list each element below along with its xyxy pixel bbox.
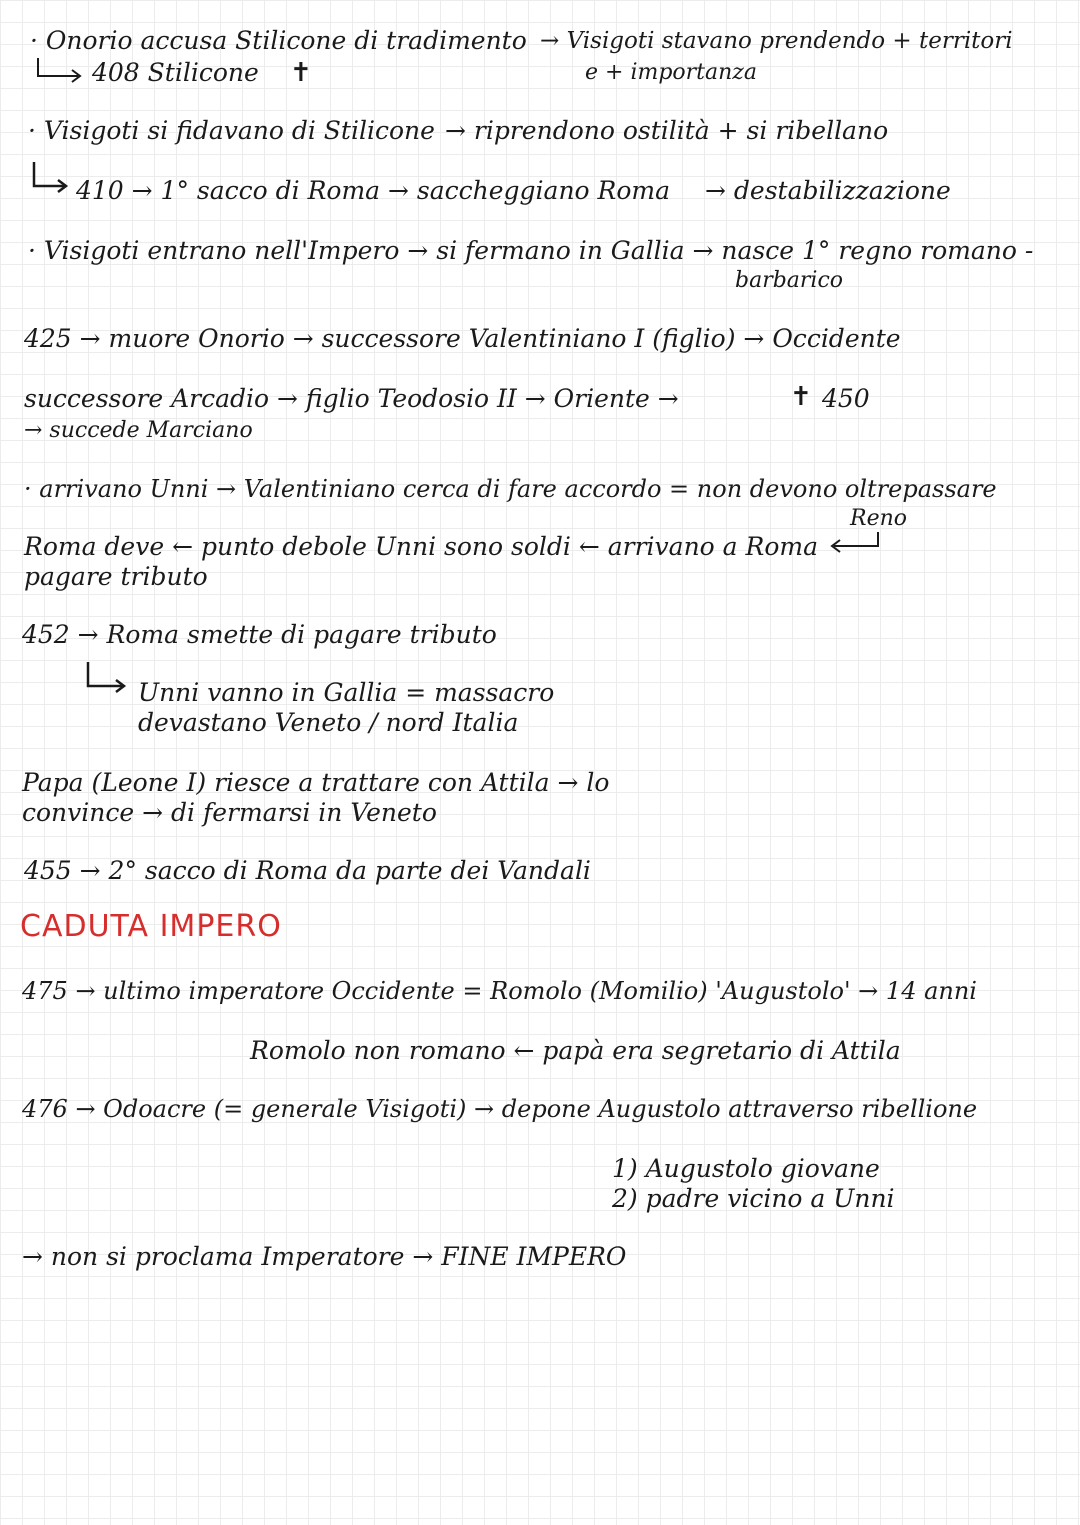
death-cross-icon: ✝ [790,382,812,412]
note-line: 475 → ultimo imperatore Occidente = Romolo (Momilio) 'Augustolo' → 14 anni [22,977,977,1005]
note-line: → riprendono ostilità + si ribellano [445,116,889,145]
note-line: · Visigoti entrano nell'Impero → si fermano in Gallia → nasce 1° regno romano - [28,236,1034,265]
note-line: devastano Veneto / nord Italia [138,708,519,737]
note-line: 2) padre vicino a Unni [612,1184,895,1213]
note-line: · arrivano Unni → Valentiniano cerca di fare accordo = non devono oltrepassare [24,475,997,503]
elbow-arrow-icon [828,530,884,554]
section-heading: CADUTA IMPERO [20,909,282,944]
note-line: 450 [822,384,870,413]
note-line: 1) Augustolo giovane [612,1154,880,1183]
note-line: 476 → Odoacre (= generale Visigoti) → depone Augustolo attraverso ribellione [22,1095,978,1123]
note-line: → Visigoti stavano prendendo + territori [540,28,1013,54]
note-line: 408 Stilicone [92,58,259,87]
note-line: Unni vanno in Gallia = massacro [138,678,555,707]
note-line: 425 → muore Onorio → successore Valentiniano I (figlio) → Occidente [24,324,901,353]
note-line: → non si proclama Imperatore → FINE IMPERO [22,1242,627,1271]
note-line: successore Arcadio → figlio Teodosio II → Oriente → [24,384,679,413]
elbow-arrow-icon [30,160,70,196]
note-line: 410 → 1° sacco di Roma → saccheggiano Roma [76,176,671,205]
note-line: Papa (Leone I) riesce a trattare con Attila → lo [22,768,610,797]
note-line: barbarico [735,268,844,293]
death-cross-icon: ✝ [290,58,312,88]
note-line: · Onorio accusa Stilicone di tradimento [30,26,527,55]
note-line: Roma deve ← punto debole Unni sono soldi ← arrivano a Roma [24,532,819,561]
note-line: · Visigoti si fidavano di Stilicone [28,116,435,145]
note-line: Reno [850,506,907,531]
note-line: → succede Marciano [24,418,253,443]
note-line: 452 → Roma smette di pagare tributo [22,620,497,649]
note-line: 455 → 2° sacco di Roma da parte dei Vandali [24,856,591,885]
elbow-arrow-icon [84,660,130,696]
note-line: → destabilizzazione [705,176,951,205]
elbow-arrow-icon [34,56,86,84]
note-line: Romolo non romano ← papà era segretario di Attila [250,1036,901,1065]
note-line: pagare tributo [24,562,208,591]
note-line: e + importanza [585,60,758,85]
note-line: convince → di fermarsi in Veneto [22,798,437,827]
